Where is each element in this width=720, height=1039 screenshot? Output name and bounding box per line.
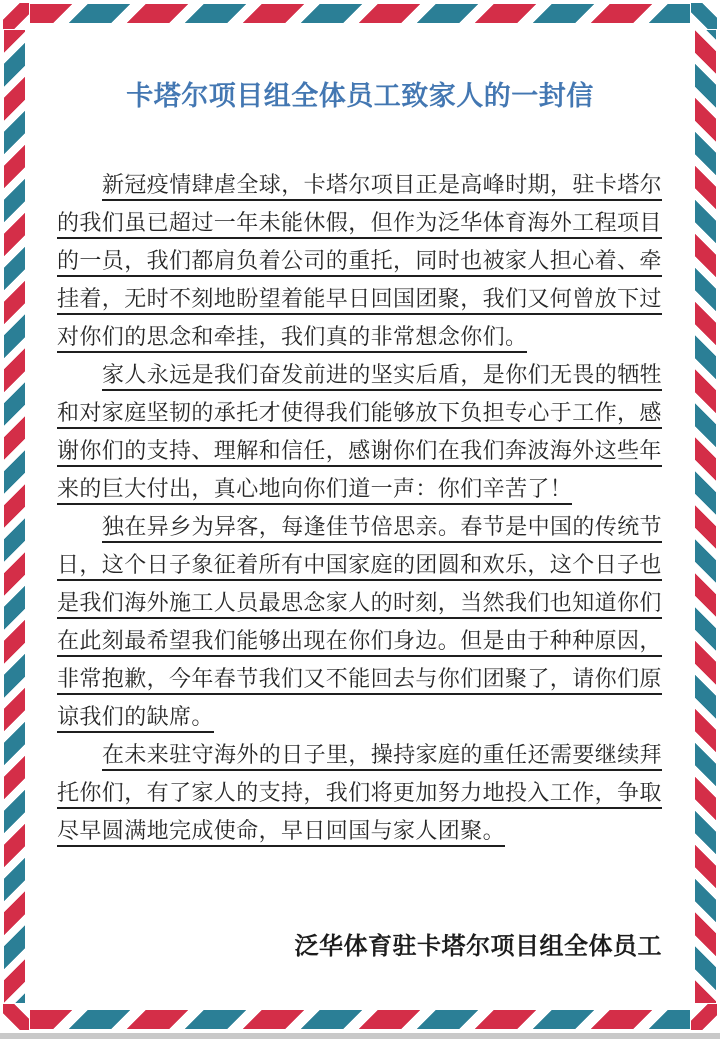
letter-line-text: 对你们的思念和牵挂，我们真的非常想念你们。 [57,324,527,353]
letter-line-text: 是我们海外施工人员最思念家人的时刻，当然我们也知道你们 [57,590,662,619]
letter-paragraph [57,357,663,509]
letter-line-text: 尽早圆满地完成使命，早日回国与家人团聚。 [57,818,505,847]
letter-line-text: 的我们虽已超过一年未能休假，但作为泛华体育海外工程项目 [57,210,662,239]
airmail-border-corner-top-right [691,3,717,29]
letter-line-text: 谅我们的缺席。 [57,704,214,733]
letter-body [57,167,663,851]
letter-paragraph [57,167,663,357]
letter-line [57,547,663,585]
letter-line [57,357,663,395]
screenshot-bottom-edge [0,1033,720,1039]
letter-line [57,281,663,319]
letter-line-text: 在未来驻守海外的日子里，操持家庭的重任还需要继续拜 [102,742,662,771]
letter-line-text: 非常抱歉，今年春节我们又不能回去与你们团聚了，请你们原 [57,666,662,695]
letter-line [57,585,663,623]
letter-title: 卡塔尔项目组全体员工致家人的一封信 [126,81,594,111]
letter-line [57,167,663,205]
airmail-border-bottom [30,1010,690,1029]
letter-line-text: 独在异乡为异客，每逢佳节倍思亲。春节是中国的传统节 [102,514,662,543]
letter-paragraph [57,737,663,851]
letter-line [57,471,663,509]
letter-line [57,623,663,661]
letter-line-text: 新冠疫情肆虐全球，卡塔尔项目正是高峰时期，驻卡塔尔 [102,172,662,201]
letter-line-text: 和对家庭坚韧的承托才使得我们能够放下负担专心于工作，感 [57,400,662,429]
airmail-border-right [695,30,716,1003]
letter-line [57,699,663,737]
letter-line [57,395,663,433]
letter-line [57,243,663,281]
letter-line-text: 的一员，我们都肩负着公司的重托，同时也被家人担心着、牵 [57,248,662,277]
letter-line [57,205,663,243]
letter-line [57,661,663,699]
letter-line [57,813,663,851]
letter-line [57,775,663,813]
letter-line-text: 挂着，无时不刻地盼望着能早日回国团聚，我们又何曾放下过 [57,286,662,315]
letter-paragraph [57,509,663,737]
airmail-border-top [30,4,690,23]
letter-line-text: 托你们，有了家人的支持，我们将更加努力地投入工作，争取 [57,780,662,809]
letter-line-text: 日，这个日子象征着所有中国家庭的团圆和欢乐，这个日子也 [57,552,662,581]
letter-line [57,509,663,547]
letter-line-text: 家人永远是我们奋发前进的坚实后盾，是你们无畏的牺牲 [102,362,662,391]
letter-signature: 泛华体育驻卡塔尔项目组全体员工 [294,934,662,960]
letter-line-text: 在此刻最希望我们能够出现在你们身边。但是由于种种原因， [57,628,662,657]
airmail-border-corner-bottom-right [691,1004,717,1030]
letter-line-text: 谢你们的支持、理解和信任，感谢你们在我们奔波海外这些年 [57,438,662,467]
letter-line [57,737,663,775]
letter-line [57,433,663,471]
letter-line [57,319,663,357]
airmail-border-corner-top-left [3,3,29,29]
airmail-border-left [4,30,25,1003]
airmail-border-corner-bottom-left [3,1004,29,1030]
letter-line-text: 来的巨大付出，真心地向你们道一声：你们辛苦了！ [57,476,572,505]
